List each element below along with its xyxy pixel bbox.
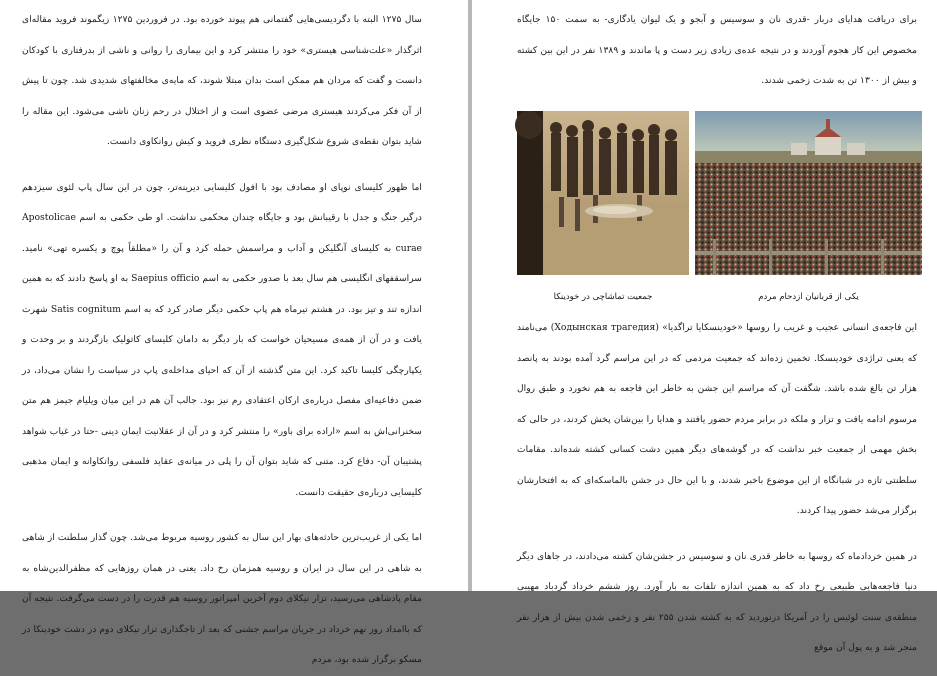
historical-photo-victims-icon bbox=[517, 111, 689, 275]
right-page-top-text bbox=[517, 5, 917, 97]
photo-caption: جمعیت تماشاچی در خودینکا bbox=[553, 292, 653, 302]
right-page-body-text bbox=[517, 313, 917, 664]
paragraph: این فاجعه‌ی انسانی عجیب و غریب را روسها «خودینسکایا تراگدیا» (Ходынская трагедия) می‌نامند که یعنی تراژدی خودینسکا. تخمین زده‌اند که جمعیت مردمی که در این مراسم گرد آمده بودند به پانصد هزار تن بالغ شده باشد. شگفت آن که مراسم این جشن به خاطر این فاجعه به هم نخورد و طبق روال مرسوم ادامه یافت و تزار و ملکه در برابر مردم حضور یافتند و هدایا را بین‌شان پخش کردند، در حالی که بخش مهمی از جمعیت خبر نداشت که در گوشه‌های دیگر همین دشت کسانی کشته شده‌اند. مقامات سلطنتی تازه در شبانگاه از این موضوع باخبر شدند، و با این حال در جشن بالماسکه‌ای که به افتخارشان برگزار می‌شد حضور پیدا کردند. bbox=[517, 322, 917, 516]
paragraph: اما یکی از غریب‌ترین حادثه‌های بهار این سال به کشور روسیه مربوط می‌شد. چون گذار سلطنت از شاهی به شاهی در این سال در ایران و روسیه همزمان رخ داد. یعنی در همان روزهایی که مظفرالدین‌شاه به مقام پادشاهی می‌رسید، تزار نیکلای دوم آخرین امپراتور روسیه هم قدرت را در دست می‌گرفت. نتیجه آن که باامداد روز نهم خرداد در جریان مراسم جشنی که بعد از تاجگذاری تزار نیکلای دوم در دشت خودینکا در مسکو برگزار شده بود، مردم bbox=[22, 532, 422, 665]
left-page-text bbox=[22, 5, 422, 676]
paragraph: اما ظهور کلیسای نوپای او مصادف بود با افول کلیسایی دیرینه‌تر، چون در این سال پاپ لئوی سیزدهم درگیر جنگ و جدل با رقیبانش بود و جایگاه چندان محکمی نداشت. او طی حکمی به اسم Apostolicae curae به کلیسای آنگلیکن و آداب و مراسمش حمله کرد و آن را «مطلقاً پوچ و یکسره تهی» نامید. سراسقفهای انگلیسی هم سال بعد با صدور حکمی به اسم Saepius officio به او پاسخ دادند که به همین اندازه تند و تیز بود. در هشتم تیرماه هم پاپ حکمی دیگر صادر کرد که به اسم Satis cognitum شهرت یافت و در آن از همه‌ی مسیحیان خواست که بار دیگر به دامان کلیسای کاتولیک بازگردند و بر وحدت و یکپارچگی کلیسا تاکید کرد. این متن گذشته از آن که احیای مداخله‌ی پاپ در سیاست را نشان می‌داد، در ضمن دفاعیه‌ای مفصل درباره‌ی ارکان اعتقادی رم نیز بود. جالب آن هم در این میان ویلیام جیمز هم متن سخنرانی‌اش به اسم «اراده برای باور» را منتشر کرد و در آن از عقلانیت ایمان دینی -حتا در غیاب شواهد پشتیبان آن- دفاع کرد. متنی که شاید بتوان آن را پلی در میانه‌ی عقاید فلسفی روانکاوانه و ایمان مذهبی کلیسایی درباره‌ی حقیقت دانست. bbox=[22, 181, 422, 498]
photo-caption: یکی از قربانیان ازدحام مردم bbox=[758, 292, 859, 302]
left-page bbox=[0, 0, 468, 665]
right-page bbox=[472, 0, 937, 653]
photo-row bbox=[517, 111, 922, 277]
paragraph: در همین خردادماه که روسها به خاطر قدری نان و سوسیس در جشن‌شان کشته می‌دادند، در جاهای دیگر دنیا فاجعه‌هایی طبیعی رخ داد که به همین اندازه تلفات به بار آورد. روز ششم خرداد گردباد مهیبی منطقه‌ی سنت لوئیس را در آمریکا درنوردید که به کشته شدن ۲۵۵ نفر و زخمی شدن بیش از هزار نفر منجر شد و به پول آن موقع bbox=[517, 550, 918, 653]
paragraph: سال ۱۲۷۵ البته با دگردیسی‌هایی گفتمانی هم پیوند خورده بود. در فروردین ۱۲۷۵ زیگموند فروید مقاله‌ای اثرگذار «علت‌شناسی هیستری» خود را منتشر کرد و این بیماری را روانی و ناشی از بدرفتاری با کودکان دانست و گفت که مردان هم ممکن است بدان مبتلا شوند، که مایه‌ی مخالفتهای شدیدی شد. چون تا پیش از آن فکر می‌کردند هیستری مرضی عضوی است و از اختلال در رحم زنان ناشی می‌شود. این مقاله را شاید بتوان نقطه‌ی شروع شکل‌گیری دستگاه نظری فروید و کیش روانکاوی دانست. bbox=[22, 14, 422, 147]
paragraph: برای دریافت هدایای دربار -قدری نان و سوسیس و آبجو و یک لیوان یادگاری- به سمت ۱۵۰ جایگاه مخصوص این کار هجوم آوردند و در نتیجه عده‌ی زیادی زیر دست و پا ماندند و ۱۳۸۹ نفر در این بین کشته و بیش از ۱۳۰۰ تن به شدت زخمی شدند. bbox=[517, 14, 917, 86]
historical-photo-crowd-icon bbox=[695, 111, 922, 275]
